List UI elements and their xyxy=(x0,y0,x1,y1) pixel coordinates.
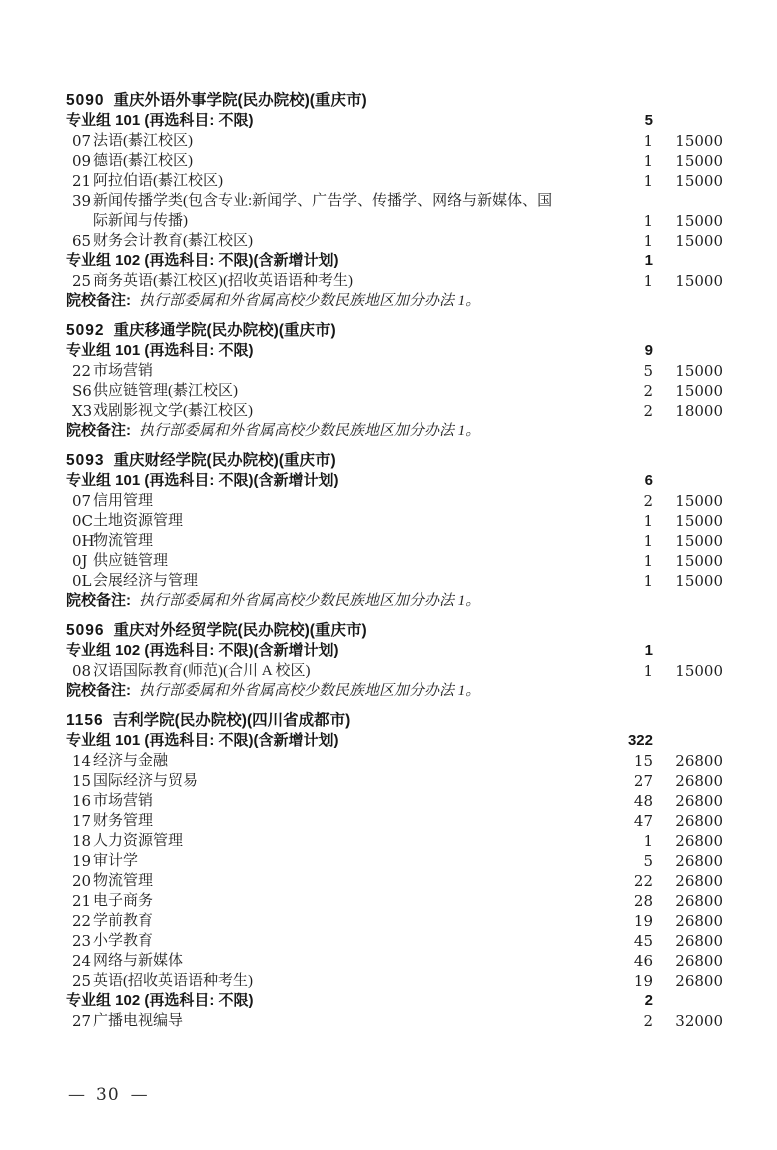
fee-column-spacer xyxy=(653,471,723,491)
fee-column-spacer xyxy=(653,641,723,661)
major-tuition-fee: 15000 xyxy=(675,662,723,680)
major-row xyxy=(66,171,723,191)
major-tuition-fee: 15000 xyxy=(675,132,723,150)
group-plan-count: 2 xyxy=(644,992,653,1009)
major-row xyxy=(66,891,723,911)
major-plan-count: 1 xyxy=(643,832,653,850)
major-name: 阿拉伯语(綦江校区) xyxy=(93,173,223,189)
major-plan-count: 22 xyxy=(633,872,653,890)
major-row xyxy=(66,511,723,531)
major-tuition-fee: 26800 xyxy=(675,772,723,790)
footer-dash-left: — xyxy=(68,1085,85,1105)
major-plan-count: 48 xyxy=(633,792,653,810)
major-group-label: 专业组 102 (再选科目: 不限)(含新增计划) xyxy=(66,642,339,659)
major-code: 16 xyxy=(72,792,92,810)
major-plan-count: 19 xyxy=(633,912,653,930)
school-remark-row xyxy=(66,591,723,611)
remark-label: 院校备注: xyxy=(66,292,131,309)
major-name: 会展经济与管理 xyxy=(93,573,199,589)
major-tuition-fee: 26800 xyxy=(675,932,723,950)
major-row xyxy=(66,491,723,511)
major-plan-count: 1 xyxy=(643,212,653,230)
group-plan-count: 6 xyxy=(644,472,653,489)
major-plan-count: 1 xyxy=(643,152,653,170)
school-section xyxy=(66,451,723,611)
major-tuition-fee: 26800 xyxy=(675,872,723,890)
major-group-row xyxy=(66,991,723,1011)
school-header xyxy=(66,91,723,111)
major-code: 07 xyxy=(72,492,92,510)
major-name: 信用管理 xyxy=(93,493,154,509)
major-row xyxy=(66,971,723,991)
major-name: 市场营销 xyxy=(93,793,154,809)
major-name: 法语(綦江校区) xyxy=(93,133,193,149)
major-name: 供应链管理 xyxy=(93,553,169,569)
fee-column-spacer xyxy=(653,251,723,271)
major-tuition-fee: 15000 xyxy=(675,152,723,170)
major-name: 广播电视编导 xyxy=(93,1013,184,1029)
major-name: 财务管理 xyxy=(93,813,154,829)
major-code: 39 xyxy=(72,192,92,210)
major-tuition-fee: 15000 xyxy=(675,232,723,250)
major-code: X3 xyxy=(72,402,93,420)
major-row xyxy=(66,271,723,291)
page-number: 30 xyxy=(96,1085,120,1105)
major-row xyxy=(66,551,723,571)
major-code: 19 xyxy=(72,852,92,870)
major-plan-count: 1 xyxy=(643,172,653,190)
major-tuition-fee: 32000 xyxy=(675,1012,723,1030)
school-code: 5092 xyxy=(66,322,105,339)
major-group-label: 专业组 101 (再选科目: 不限)(含新增计划) xyxy=(66,732,339,749)
school-name: 重庆移通学院(民办院校)(重庆市) xyxy=(113,322,336,339)
major-tuition-fee: 26800 xyxy=(675,852,723,870)
school-header xyxy=(66,621,723,641)
footer-dash-right: — xyxy=(130,1085,148,1105)
major-name: 网络与新媒体 xyxy=(93,953,184,969)
major-group-row xyxy=(66,111,723,131)
school-name: 重庆外语外事学院(民办院校)(重庆市) xyxy=(113,92,367,109)
major-code: 0C xyxy=(72,512,94,530)
major-name: 英语(招收英语语种考生) xyxy=(93,973,253,989)
major-tuition-fee: 26800 xyxy=(675,792,723,810)
major-plan-count: 27 xyxy=(633,772,653,790)
major-name: 国际经济与贸易 xyxy=(93,773,199,789)
major-name: 市场营销 xyxy=(93,363,154,379)
school-code: 5096 xyxy=(66,622,105,639)
major-row xyxy=(66,811,723,831)
school-header xyxy=(66,451,723,471)
major-group-row xyxy=(66,341,723,361)
major-plan-count: 19 xyxy=(633,972,653,990)
major-row xyxy=(66,1011,723,1031)
major-name: 物流管理 xyxy=(93,873,154,889)
major-code: 15 xyxy=(72,772,92,790)
major-tuition-fee: 15000 xyxy=(675,362,723,380)
major-group-label: 专业组 102 (再选科目: 不限) xyxy=(66,992,254,1009)
major-group-row xyxy=(66,251,723,271)
major-code: 20 xyxy=(72,872,92,890)
major-name: 财务会计教育(綦江校区) xyxy=(93,233,253,249)
major-plan-count: 5 xyxy=(643,362,653,380)
remark-label: 院校备注: xyxy=(66,422,131,439)
major-code: 65 xyxy=(72,232,92,250)
major-plan-count: 1 xyxy=(643,272,653,290)
major-tuition-fee: 18000 xyxy=(675,402,723,420)
major-tuition-fee: 26800 xyxy=(675,952,723,970)
major-tuition-fee: 26800 xyxy=(675,752,723,770)
major-plan-count: 1 xyxy=(643,512,653,530)
major-plan-count: 1 xyxy=(643,552,653,570)
major-name: 物流管理 xyxy=(93,533,154,549)
major-tuition-fee: 26800 xyxy=(675,972,723,990)
major-plan-count: 2 xyxy=(643,382,653,400)
major-name: 小学教育 xyxy=(93,933,154,949)
major-plan-count: 1 xyxy=(643,532,653,550)
major-row xyxy=(66,931,723,951)
major-plan-count: 1 xyxy=(643,662,653,680)
major-name: 戏剧影视文学(綦江校区) xyxy=(93,403,253,419)
major-row xyxy=(66,531,723,551)
major-row xyxy=(66,791,723,811)
school-header xyxy=(66,711,723,731)
major-code: 24 xyxy=(72,952,92,970)
school-name: 吉利学院(民办院校)(四川省成都市) xyxy=(112,712,351,729)
remark-text: 执行部委属和外省属高校少数民族地区加分办法 1。 xyxy=(139,423,481,439)
fee-column-spacer xyxy=(653,991,723,1011)
school-remark-row xyxy=(66,291,723,311)
major-group-row xyxy=(66,471,723,491)
page-footer xyxy=(68,1085,148,1105)
school-code: 5093 xyxy=(66,452,105,469)
major-code: 22 xyxy=(72,912,92,930)
major-code: 22 xyxy=(72,362,92,380)
major-name: 汉语国际教育(师范)(合川 A 校区) xyxy=(93,663,311,679)
major-code: 14 xyxy=(72,752,92,770)
major-row xyxy=(66,131,723,151)
remark-text: 执行部委属和外省属高校少数民族地区加分办法 1。 xyxy=(139,683,481,699)
major-group-label: 专业组 101 (再选科目: 不限) xyxy=(66,112,254,129)
major-code: S6 xyxy=(72,382,92,400)
school-remark-row xyxy=(66,681,723,701)
major-tuition-fee: 15000 xyxy=(675,532,723,550)
major-row xyxy=(66,381,723,401)
group-plan-count: 1 xyxy=(644,252,653,269)
fee-column-spacer xyxy=(653,731,723,751)
group-plan-count: 1 xyxy=(644,642,653,659)
major-row xyxy=(66,151,723,171)
major-row xyxy=(66,911,723,931)
fee-column-spacer xyxy=(653,111,723,131)
major-tuition-fee: 26800 xyxy=(675,912,723,930)
major-row xyxy=(66,361,723,381)
major-group-label: 专业组 101 (再选科目: 不限)(含新增计划) xyxy=(66,472,339,489)
remark-label: 院校备注: xyxy=(66,682,131,699)
major-plan-count: 2 xyxy=(643,1012,653,1030)
major-name: 电子商务 xyxy=(93,893,154,909)
major-name: 经济与金融 xyxy=(93,753,169,769)
major-code: 21 xyxy=(72,892,92,910)
major-tuition-fee: 15000 xyxy=(675,512,723,530)
remark-text: 执行部委属和外省属高校少数民族地区加分办法 1。 xyxy=(139,593,481,609)
major-code: 18 xyxy=(72,832,92,850)
group-plan-count: 322 xyxy=(627,732,653,749)
major-plan-count: 1 xyxy=(643,132,653,150)
major-row xyxy=(66,951,723,971)
major-row xyxy=(66,871,723,891)
major-code: 21 xyxy=(72,172,92,190)
school-remark-row xyxy=(66,421,723,441)
group-plan-count: 5 xyxy=(644,112,653,129)
major-row xyxy=(66,661,723,681)
major-tuition-fee: 15000 xyxy=(675,382,723,400)
major-plan-count: 15 xyxy=(633,752,653,770)
school-code: 5090 xyxy=(66,92,105,109)
major-tuition-fee: 15000 xyxy=(675,492,723,510)
major-name: 商务英语(綦江校区)(招收英语语种考生) xyxy=(93,273,353,289)
major-plan-count: 2 xyxy=(643,402,653,420)
major-tuition-fee: 26800 xyxy=(675,812,723,830)
major-tuition-fee: 15000 xyxy=(675,172,723,190)
major-tuition-fee: 15000 xyxy=(675,272,723,290)
major-plan-count: 45 xyxy=(633,932,653,950)
major-name: 德语(綦江校区) xyxy=(93,153,193,169)
school-section xyxy=(66,711,723,1031)
major-plan-count: 1 xyxy=(643,572,653,590)
fee-column-spacer xyxy=(653,341,723,361)
major-tuition-fee: 26800 xyxy=(675,892,723,910)
major-plan-count: 47 xyxy=(633,812,653,830)
major-row xyxy=(66,851,723,871)
remark-text: 执行部委属和外省属高校少数民族地区加分办法 1。 xyxy=(139,293,481,309)
major-plan-count: 5 xyxy=(643,852,653,870)
major-code: 17 xyxy=(72,812,92,830)
major-code: 09 xyxy=(72,152,92,170)
major-code: 27 xyxy=(72,1012,92,1030)
school-name: 重庆对外经贸学院(民办院校)(重庆市) xyxy=(113,622,367,639)
school-section xyxy=(66,621,723,701)
major-name: 学前教育 xyxy=(93,913,154,929)
major-row xyxy=(66,831,723,851)
school-section xyxy=(66,321,723,441)
major-group-row xyxy=(66,731,723,751)
major-tuition-fee: 26800 xyxy=(675,832,723,850)
major-name: 人力资源管理 xyxy=(93,833,184,849)
major-tuition-fee: 15000 xyxy=(675,212,723,230)
major-code: 08 xyxy=(72,662,92,680)
remark-label: 院校备注: xyxy=(66,592,131,609)
major-row xyxy=(66,401,723,421)
major-name: 新闻传播学类(包含专业:新闻学、广告学、传播学、网络与新媒体、国际新闻与传播) xyxy=(93,193,553,229)
major-code: 0J xyxy=(72,552,88,570)
admission-plan-list xyxy=(66,91,723,1031)
major-plan-count: 28 xyxy=(633,892,653,910)
major-code: 0L xyxy=(72,572,92,590)
major-code: 23 xyxy=(72,932,92,950)
group-plan-count: 9 xyxy=(644,342,653,359)
major-name: 土地资源管理 xyxy=(93,513,184,529)
major-plan-count: 46 xyxy=(633,952,653,970)
major-tuition-fee: 15000 xyxy=(675,552,723,570)
major-tuition-fee: 15000 xyxy=(675,572,723,590)
major-row xyxy=(66,191,723,231)
major-plan-count: 2 xyxy=(643,492,653,510)
major-name: 供应链管理(綦江校区) xyxy=(93,383,238,399)
major-row xyxy=(66,751,723,771)
major-group-row xyxy=(66,641,723,661)
major-name: 审计学 xyxy=(93,853,139,869)
school-code: 1156 xyxy=(66,712,104,729)
major-row xyxy=(66,771,723,791)
school-name: 重庆财经学院(民办院校)(重庆市) xyxy=(113,452,336,469)
major-group-label: 专业组 102 (再选科目: 不限)(含新增计划) xyxy=(66,252,339,269)
major-plan-count: 1 xyxy=(643,232,653,250)
major-code: 25 xyxy=(72,272,92,290)
school-section xyxy=(66,91,723,311)
major-code: 0H xyxy=(72,532,95,550)
major-code: 25 xyxy=(72,972,92,990)
major-row xyxy=(66,231,723,251)
major-group-label: 专业组 101 (再选科目: 不限) xyxy=(66,342,254,359)
major-row xyxy=(66,571,723,591)
major-code: 07 xyxy=(72,132,92,150)
school-header xyxy=(66,321,723,341)
